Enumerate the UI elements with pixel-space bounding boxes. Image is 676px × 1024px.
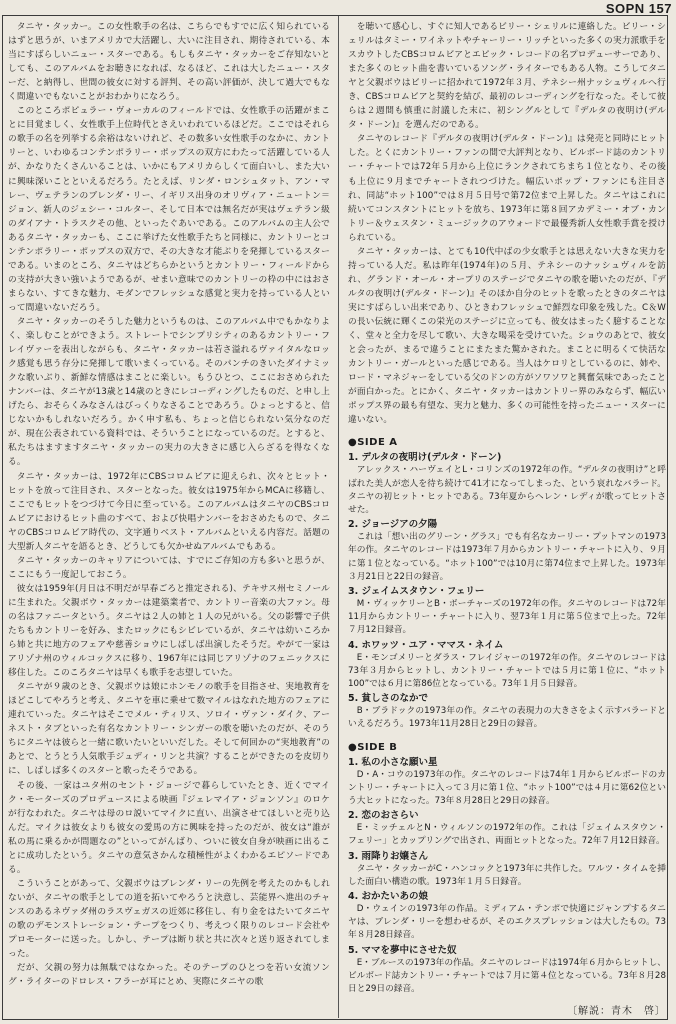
track-description: これは「想い出のグリーン・グラス」でも有名なカーリー・プットマンの1973年の作。タニヤのレコードは1973年７月からカントリー・チャートに入り、９月に第１位となっている。“ホット100”では10月に第74位まで上昇した。1973年３月21日と22日の録音。: [348, 532, 666, 582]
paragraph: タニヤが９歳のとき、父親ボウは娘にホンモノの歌手を目指させ、実地教育をほどこしてやろうと考え、タニヤを車に乗せて数マイルはなれた地方のフェアに連れていった。タニヤはそこでメル・ティリス、ソロイ・ヴァン・ダイク、アーネスト・タブといった有名なカントリー・シンガーの歌を聴いたのだが、そのうちにタニヤは彼らと一緒に歌いたいといいだした。そして何回かの“実地教育”のあとで、とうとう人気歌手ジュディ・リンと共演？することができたのを皮切りに、しばしば多くのスターと歌ったそうである。: [8, 682, 330, 777]
track-title: 3. ジェイムスタウン・フェリー: [348, 585, 485, 597]
paragraph: こういうことがあって、父親ボウはブレンダ・リーの先例を考えたのかもしれないが、タニヤの歌手としての道を拓いてやろうと決意し、芸能界へ進出のチャンスのあるネヴァダ州のラスヴェガスの近郊に移住し、有り金をはたいてタニヤの歌のデモンストレーション・テープをつくり、考えつく限りのレコード会社やプロモーターに送った。しかし、テープは断り状と共に次々と送り返されてしまった。: [8, 878, 330, 960]
track-item: [348, 585, 666, 638]
track-item: [348, 809, 666, 848]
track-description: E・モンゴメリーとダラス・フレイジャーの1972年の作。タニヤのレコードは73年３月からヒットし、カントリー・チャートでは５月に第１位に、“ホット100”では６月に第86位となっている。73年１月５日録音。: [348, 652, 666, 689]
track-title: 1. 私の小さな願い星: [348, 756, 438, 768]
track-title: 4. おかたいあの娘: [348, 891, 429, 903]
track-item: [348, 756, 666, 809]
track-description: D・A・コウの1973年の作。タニヤのレコードは74年１月からビルボードのカントリー・チャートに入って３月に第１位、“ホット100”では４月に第62位という大ヒットになった。73年８月28日と29日の録音。: [348, 769, 666, 807]
track-title: 3. 雨降りお嬢さん: [348, 850, 429, 862]
paragraph: タニヤ・タッカーは、1972年にCBSコロムビアに迎えられ、次々とヒット・ヒットを放って注目され、スターとなった。彼女は1975年からMCAに移籍し、ここでもヒットをつづけて今日に至っている。このアルバムはタニヤのCBSコロムビアにおけるヒット曲のすべて、および快唱ナンバーをおさめたもので、タニヤのCBSコロムビア時代の、文字通りベスト・アルバムといえる内容だ。話題の大型新人タニヤを語るとき、どうしても欠かせぬアルバムでもある。: [8, 471, 330, 552]
paragraph: その後、一家はユタ州のセント・ジョージで暮らしていたとき、近くでマイク・モーターズのプロデュースによる映画『ジェレマイア・ジョンソン』のロケが行なわれた。タニヤは母のロ説いてマイクに直い、出演させてほしいと売り込んだ。マイクは彼女よりも彼女の愛馬の方に興味を持ったのだが、彼女は“誰が私の馬に乗るかが問題なの”といってがんばり、ついに彼女自身が映画に出ることに成功したという。タニヤの意気さかんな積極性がよくわかるエピソードである。: [8, 780, 330, 875]
track-title: 2. 恋のおさらい: [348, 810, 419, 822]
track-item: [348, 518, 666, 584]
page-header: [0, 0, 676, 16]
track-description: E・ブルースの1973年の作品。タニヤのレコードは1974年６月からヒットし、ビルボード誌カントリー・チャートでは７月に第４位となっている。73年８月28日と29日の録音。: [348, 957, 666, 995]
track-description: M・ヴィッケリーとB・ボーチャーズの1972年の作。タニヤのレコードは72年11月からカントリー・チャートに入り、翌73年１月に第５位まで上った。72年７月12日録音。: [348, 598, 666, 636]
right-column: [348, 20, 666, 1016]
author-credit: 〔解説：青木 啓〕: [567, 1006, 666, 1016]
track-item: [348, 890, 666, 943]
track-item: [348, 639, 666, 692]
paragraph: タニヤ・タッカーのそうした魅力というものは、このアルバム中でもかなりよく、楽しむことができよう。ストレートでシンプリシティのあるカントリー・フレイヴァーを表出しながらも、タニヤ・タッカーは若さ溢れるヴァイタルなロック感覚も思う存分に発揮して歌いまくっている。そのパンチのきいたダイナミックな歌いぶり、新鮮な情感はまことに楽しい。もうひとつ、ここにおさめられたナンバーは、タニヤが13歳と14歳のときにレコーディングしたものだ、と申し上げたら、おそらくみなさんはびっくりなさることであろう。ひょっとすると、信じないかもしれないだろう。かく申す私も、ちょっと信じられない気分なのだが、現在公表されている資料では、そういうことになっているのだ。とすると、私たちはますますタニヤ・タッカーの実力の大きさに感じ入らざるを得なくなる。: [8, 316, 330, 468]
track-title: 4. ホワッツ・ユア・ママス・ネイム: [348, 639, 504, 651]
paragraph: タニヤ・タッカーは、とても10代中ばの少女歌手とは思えない大きな実力を持っている人だ。私は昨年(1974年)の５月、テネシーのナッシュヴィルを訪れ、グランド・オール・オープリのステージでタニヤの歌を聴いたのだが、『デルタの夜明け(デルタ・ドーン)』そのほか自分のヒットを歌ったときのタニヤは実にすばらしい出来であり、ひときわフレッシュで鮮烈な印象を残した。C＆Wの長い伝統に輝くこの栄光のステージに立っても、彼女はまったく臆することなく、堂々と全力を尽して歌い、大きな喝采を受けていた。ショウのあとで、彼女と会ったが、まるで違うことにまたまた驚かされた。まことに明るくて快活なカントリー・ガールといった感じである。当人はケロリとしているのに、姉や、ロード・マネジャーをしている父のドンの方がソワソワと興奮気味であったことが面白かった。とにかく、タニヤ・タッカーはカントリー界のみならず、幅広いポップス界の最も有望な、実力と魅力、多くの可能性を持ったニュー・スターに違いない。: [348, 246, 666, 426]
paragraph: を聴いて感心し、すぐに知人であるビリー・シェリルに連絡した。ビリー・シェリルはタミー・ワイネットやチャーリー・リッチといった多くの実力派歌手をスカウトしたCBSコロムビアとエピック・レコードの名プロデューサーであり、また多くのヒット曲を書いているソング・ライターでもある人物。こうしてタニヤと父親ボウはビリーに招かれて1972年３月、テネシー州ナッシュヴィルへ行き、CBSコロムビアと契約を結び、最初のレコーディングを行なった。そして彼らは２週間も慎重に討議した末に、初シングルとして『デルタの夜明け(デルタ・ドーン)』を選んだのである。: [348, 22, 666, 131]
track-item: [348, 692, 666, 731]
side-b-heading: ●SIDE B: [348, 741, 398, 753]
track-item: [348, 944, 666, 997]
side-a-heading: ●SIDE A: [348, 437, 398, 449]
paragraph: タニヤ・タッカー。この女性歌手の名は、こちらでもすでに広く知られているはずと思うが、いまアメリカで大活躍し、大いに注目され、期待されている、本当にすばらしいニュー・スターである。もしもタニヤ・タッカーをご存知ないとしても、このアルバムをお聴きになれば、なるほど、これは大したニュー・スターだ、と納得し、世間の彼女に対する評判、その高い評価が、決して過大でもなく間違いでもないことがおわかりになろう。: [8, 22, 330, 103]
track-description: E・ミッチェルとN・ウィルソンの1972年の作。これは「ジェイムスタウン・フェリー」とカップリングで出され、両面ヒットとなった。72年７月12日録音。: [348, 823, 666, 847]
track-item: [348, 850, 666, 889]
track-description: タニヤ・タッカーがC・ハンコックと1973年に共作した。ワルツ・タイムを挿した面白い構造の歌。1973年１月５日録音。: [348, 863, 666, 887]
paragraph: タニヤ・タッカーのキャリアについては、すでにご存知の方も多いと思うが、ここにもう一度記しておこう。: [8, 555, 330, 580]
left-column: [8, 20, 330, 1016]
column-divider: [338, 16, 339, 1018]
track-title: 5. 貧しさのなかで: [348, 693, 429, 705]
track-description: D・ウェインの1973年の作品。ミディアム・テンポで快適にジャンプするタニヤは、ブレンダ・リーを想わせるが、そのエクスプレッションは大したもの。73年８月28日録音。: [348, 904, 666, 941]
page-number: SOPN 157: [605, 1, 672, 16]
track-title: 2. ジョージアの夕陽: [348, 519, 438, 531]
track-description: B・ブラドックの1973年の作。タニヤの表現力の大きさをよく示すバラードといえるだろう。1973年11月28日と29日の録音。: [348, 706, 666, 730]
track-title: 1. デルタの夜明け(デルタ・ドーン): [348, 452, 502, 464]
track-item: [348, 451, 666, 517]
paragraph: 彼女は1959年(月日は不明だが早春ごろと推定される)、テキサス州セミノールに生まれた。父親ボウ・タッカーは建築業者で、カントリー音楽の大ファン。母の名はファニータという。タニヤは２人の姉と１人の兄がいる。父の影響で子供たちもカントリーを好み、またロックにもシビレているが、タニヤは幼いころから姉と共に地方のフェアや慈善ショウにしばしば出演したそうだ。やがて一家はアリゾナ州のウィルコックスに移り、1967年には同じアリゾナのフェニックスに移住した。このころタニヤは早くも歌手を志望していた。: [8, 583, 330, 679]
track-title: 5. ママを夢中にさせた奴: [348, 944, 457, 956]
paragraph: このところポピュラー・ヴォーカルのフィールドでは、女性歌手の活躍がまことに目覚ましく、女性歌手上位時代とさえいわれているほどだ。ここではそれらの歌手の名を列挙する余裕はないけれど、その数多い女性歌手のなかに、カントリーと、いわゆるコンテンポラリー・ポップスの双方にわたって活躍している人が、かなりたくさんいることは、いかにもアメリカらしくて面白いし、また大いに興味深いことといえるだろう。たとえば、リンダ・ロンシュタット、アン・マレー、ヴェテランのブレンダ・リー、イギリス出身のオリヴィア・ニュートン＝ジョン、新人のジェシー・コルター、そして日本では無名だが実はヴェテラン級のダイアナ・トラスクその他、といったぐあいである。このアルバムの主人公であるタニヤ・タッカーも、ここに挙げた女性歌手たちと同様に、カントリーとコンテンポラリー・ポップスの双方で、その大きな才能ぶりを発揮しているスターである。いまのところ、タニヤはどちらかというとカントリー・フィールドからの支持が大きい強いようであるが、せまい意味でのカントリーの枠の中にはおさまらない、すてきな魅力、モダンでフレッシュな感覚と実力を持っている人といって間違いないだろう。: [8, 106, 330, 313]
track-description: アレックス・ハーヴェイとL・コリンズの1972年の作。“デルタの夜明け”と呼ばれた美人が恋人を待ち続けて41才になってしまった、という哀れなバラード。タニヤの初ヒット・ヒットである。73年夏からヘレン・レディが歌ってヒットさせた。: [348, 465, 666, 515]
paragraph: タニヤのレコード『デルタの夜明け(デルタ・ドーン)』は発売と同時にヒットした。とくにカントリー・ファンの間で大評判となり、ビルボード誌のカントリー・チャートでは72年５月から上位にランクされてちまち１位となり、その後も上位に９月までチャートされつづけた。幅広いポップ・ファンにも注目され、同誌“ホット100”では８月５日号で第72位まで上昇した。タニヤはこれに続いてコンスタントにヒットを放ち、1973年に第８回アカデミー・オブ・カントリー＆ウェスタン・ミュージックのアウォードで最優秀新人女性歌手賞を授けられている。: [348, 134, 666, 243]
paragraph: だが、父親の努力は無駄ではなかった。そのテープのひとつを若い女流ソング・ライターのドロレス・フラーが耳にとめ、実際にタニヤの歌: [8, 963, 330, 988]
